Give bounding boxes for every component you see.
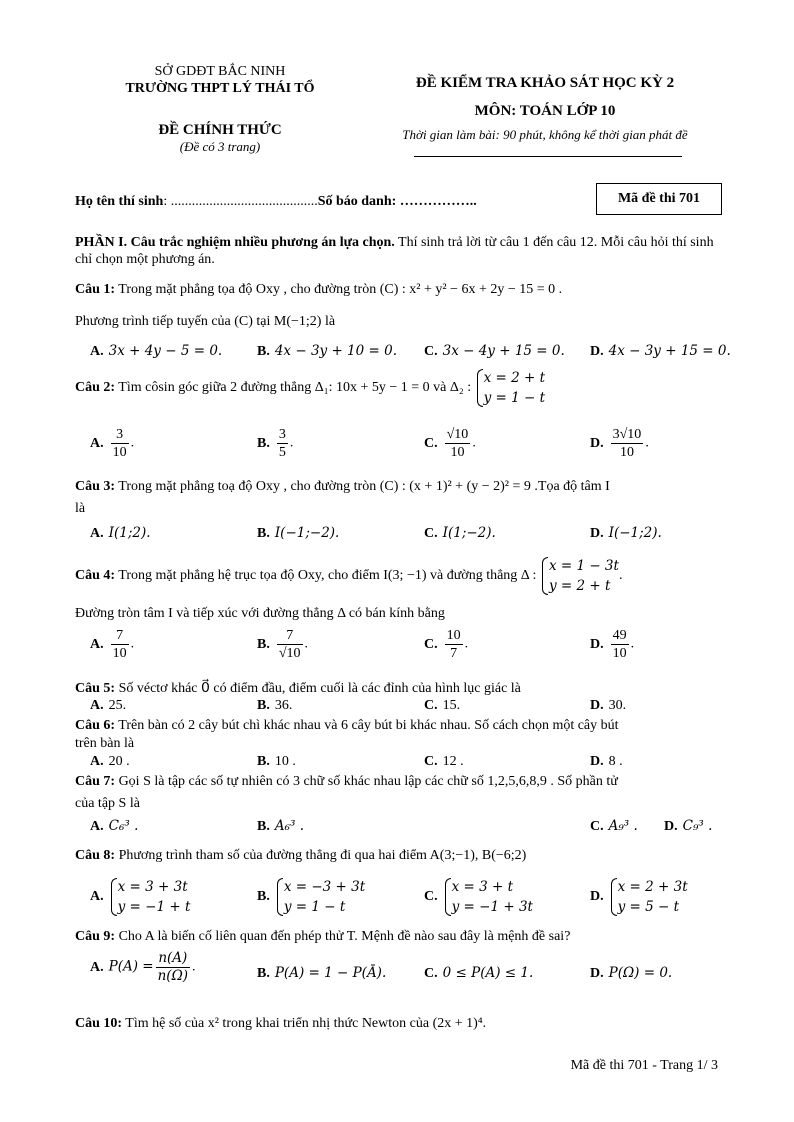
option-c[interactable]: C. 15. xyxy=(424,698,461,713)
option-a[interactable]: A. P(A) = $\frac{n(A)}{n(\Omega)}$ . xyxy=(90,950,196,984)
option-c[interactable]: C. $\frac{10}{7}$ . xyxy=(424,628,469,661)
question-6 xyxy=(75,717,619,735)
question-5 xyxy=(75,680,521,698)
id-dots: : …………….. xyxy=(391,194,477,209)
option-a[interactable]: A. C₆³ . xyxy=(90,818,139,834)
name-dots: : .......................................... xyxy=(163,194,318,209)
question-label: Câu 5: xyxy=(75,681,116,696)
school-name: TRƯỜNG THPT LÝ THÁI TỔ xyxy=(125,81,315,96)
parametric-system: x = 1 − 3t y = 2 + t xyxy=(540,556,619,596)
option-d[interactable]: D. 30. xyxy=(590,698,627,713)
option-b[interactable]: B. 10 . xyxy=(257,754,296,769)
question-2 xyxy=(75,368,545,408)
option-c[interactable]: C. I(1;−2). xyxy=(424,525,496,541)
option-c[interactable]: C. 0 ≤ P(A) ≤ 1. xyxy=(424,965,534,981)
question-9 xyxy=(75,928,570,946)
question-label: Câu 3: xyxy=(75,479,116,494)
id-label: Số báo danh xyxy=(317,194,392,209)
option-d[interactable]: D. x = 2 + 3t y = 5 − t xyxy=(590,879,688,915)
section-title: PHẦN I. Câu trắc nghiệm nhiều phương án lựa chọn. xyxy=(75,235,395,250)
question-label: Câu 2: xyxy=(75,380,116,396)
school-header xyxy=(95,64,345,155)
option-b[interactable]: B. 36. xyxy=(257,698,293,713)
option-c[interactable]: C. x = 3 + t y = −1 + 3t xyxy=(424,879,533,915)
option-a[interactable]: A. $\frac{7}{10}$ . xyxy=(90,628,135,661)
question-label: Câu 4: xyxy=(75,568,116,584)
question-label: Câu 6: xyxy=(75,718,116,733)
option-b[interactable]: B. I(−1;−2). xyxy=(257,525,340,541)
question-7-continuation: của tập S là xyxy=(75,796,140,811)
question-1-continuation: Phương trình tiếp tuyến của (C) tại M(−1;2) là xyxy=(75,314,336,329)
option-d[interactable]: D. C₉³ . xyxy=(664,818,713,834)
option-d[interactable]: D. 4x − 3y + 15 = 0. xyxy=(590,343,731,359)
option-c[interactable]: C. $\frac{√10}{10}$ . xyxy=(424,427,476,460)
page-count-note: (Đề có 3 trang) xyxy=(179,139,261,154)
option-b[interactable]: B. $\frac{7}{√10}$ . xyxy=(257,628,309,661)
option-a[interactable]: A. 3x + 4y − 5 = 0. xyxy=(90,343,223,359)
question-label: Câu 8: xyxy=(75,848,116,863)
question-text: Gọi S là tập các số tự nhiên có 3 chữ số khác nhau lập các chữ số 1,2,5,6,8,9 . Số phần tử xyxy=(115,774,618,789)
question-6-continuation: trên bàn là xyxy=(75,736,135,751)
option-b[interactable]: B. P(A) = 1 − P(Ā). xyxy=(257,965,387,981)
exam-time: Thời gian làm bài: 90 phút, không kể thời gian phát đề xyxy=(402,127,688,142)
option-c[interactable]: C. 12 . xyxy=(424,754,464,769)
option-c[interactable]: C. A₉³ . xyxy=(590,818,638,834)
option-a[interactable]: A. I(1;2). xyxy=(90,525,151,541)
option-c[interactable]: C. 3x − 4y + 15 = 0. xyxy=(424,343,565,359)
section-intro xyxy=(75,234,725,268)
question-3-continuation: là xyxy=(75,501,86,516)
candidate-line xyxy=(75,194,477,210)
header-divider xyxy=(414,156,682,157)
question-3 xyxy=(75,478,610,496)
option-b[interactable]: B. 4x − 3y + 10 = 0. xyxy=(257,343,398,359)
option-a[interactable]: A. x = 3 + 3t y = −1 + t xyxy=(90,879,191,915)
question-label: Câu 7: xyxy=(75,774,116,789)
question-4: Câu 4: Trong mặt phẳng hệ trục tọa độ Oxy, cho điểm I(3; −1) và đường thẳng Δ : x = 1 − 3t y = 2 + t . xyxy=(75,558,623,594)
option-d[interactable]: D. $\frac{3√10}{10}$ . xyxy=(590,427,649,460)
option-d[interactable]: D. P(Ω) = 0. xyxy=(590,965,673,981)
name-label: Họ tên thí sinh xyxy=(75,194,164,209)
official-label: ĐỀ CHÍNH THỨC xyxy=(158,122,282,138)
question-text: Trong mặt phẳng hệ trục tọa độ Oxy, cho điểm I(3; −1) và đường thẳng Δ : xyxy=(115,568,537,584)
question-7 xyxy=(75,773,618,791)
department-name: SỞ GDĐT BẮC NINH xyxy=(154,64,286,79)
option-b[interactable]: B. A₆³ . xyxy=(257,818,304,834)
question-text: Cho A là biến cố liên quan đến phép thử T. Mệnh đề nào sau đây là mệnh đề sai? xyxy=(115,929,571,944)
option-d[interactable]: D. $\frac{49}{10}$ . xyxy=(590,628,635,661)
exam-header xyxy=(360,73,730,143)
exam-title: ĐỀ KIỂM TRA KHẢO SÁT HỌC KỲ 2 xyxy=(415,75,675,91)
option-d[interactable]: D. I(−1;2). xyxy=(590,525,662,541)
parametric-system: x = 2 + t y = 1 − t xyxy=(475,368,545,408)
question-text: Tìm côsin góc giữa 2 đường thẳng Δ₁: 10x + 5y − 1 = 0 và Δ₂ : xyxy=(115,380,472,396)
option-a[interactable]: A. $\frac{3}{10}$ . xyxy=(90,427,135,460)
question-text: Số véctơ khác 0⃗ có điểm đầu, điểm cuối là các đỉnh của hình lục giác là xyxy=(115,681,521,696)
exam-code-box: Mã đề thi 701 xyxy=(596,183,722,215)
option-a[interactable]: A. 25. xyxy=(90,698,127,713)
option-b[interactable]: B. $\frac{3}{5}$ . xyxy=(257,427,294,460)
question-text: Trên bàn có 2 cây bút chì khác nhau và 6 cây bút bi khác nhau. Số cách chọn một cây bút xyxy=(115,718,619,733)
option-b[interactable]: B. x = −3 + 3t y = 1 − t xyxy=(257,879,366,915)
question-text: Trong mặt phẳng tọa độ Oxy , cho đường tròn (C) : x² + y² − 6x + 2y − 15 = 0 . xyxy=(115,282,563,297)
exam-subject: MÔN: TOÁN LỚP 10 xyxy=(474,103,616,119)
question-label: Câu 10: xyxy=(75,1016,123,1031)
option-a[interactable]: A. 20 . xyxy=(90,754,130,769)
question-10 xyxy=(75,1015,486,1033)
question-text: Tìm hệ số của x² trong khai triển nhị thức Newton của (2x + 1)⁴. xyxy=(122,1016,487,1031)
question-label: Câu 1: xyxy=(75,282,116,297)
question-text: Phương trình tham số của đường thẳng đi qua hai điểm A(3;−1), B(−6;2) xyxy=(115,848,527,863)
question-4-continuation: Đường tròn tâm I và tiếp xúc với đường thẳng Δ có bán kính bằng xyxy=(75,606,445,621)
question-1 xyxy=(75,281,562,299)
page-footer: Mã đề thi 701 - Trang 1/ 3 xyxy=(570,1058,718,1073)
section-instruction: Thí sinh trả lời từ câu 1 đến câu 12. Mỗi câu hỏi thí sinh chỉ chọn một phương án. xyxy=(75,235,714,267)
option-d[interactable]: D. 8 . xyxy=(590,754,623,769)
question-label: Câu 9: xyxy=(75,929,116,944)
question-text: Trong mặt phẳng toạ độ Oxy , cho đường tròn (C) : (x + 1)² + (y − 2)² = 9 .Tọa độ tâm I xyxy=(115,479,610,494)
question-8 xyxy=(75,847,526,865)
